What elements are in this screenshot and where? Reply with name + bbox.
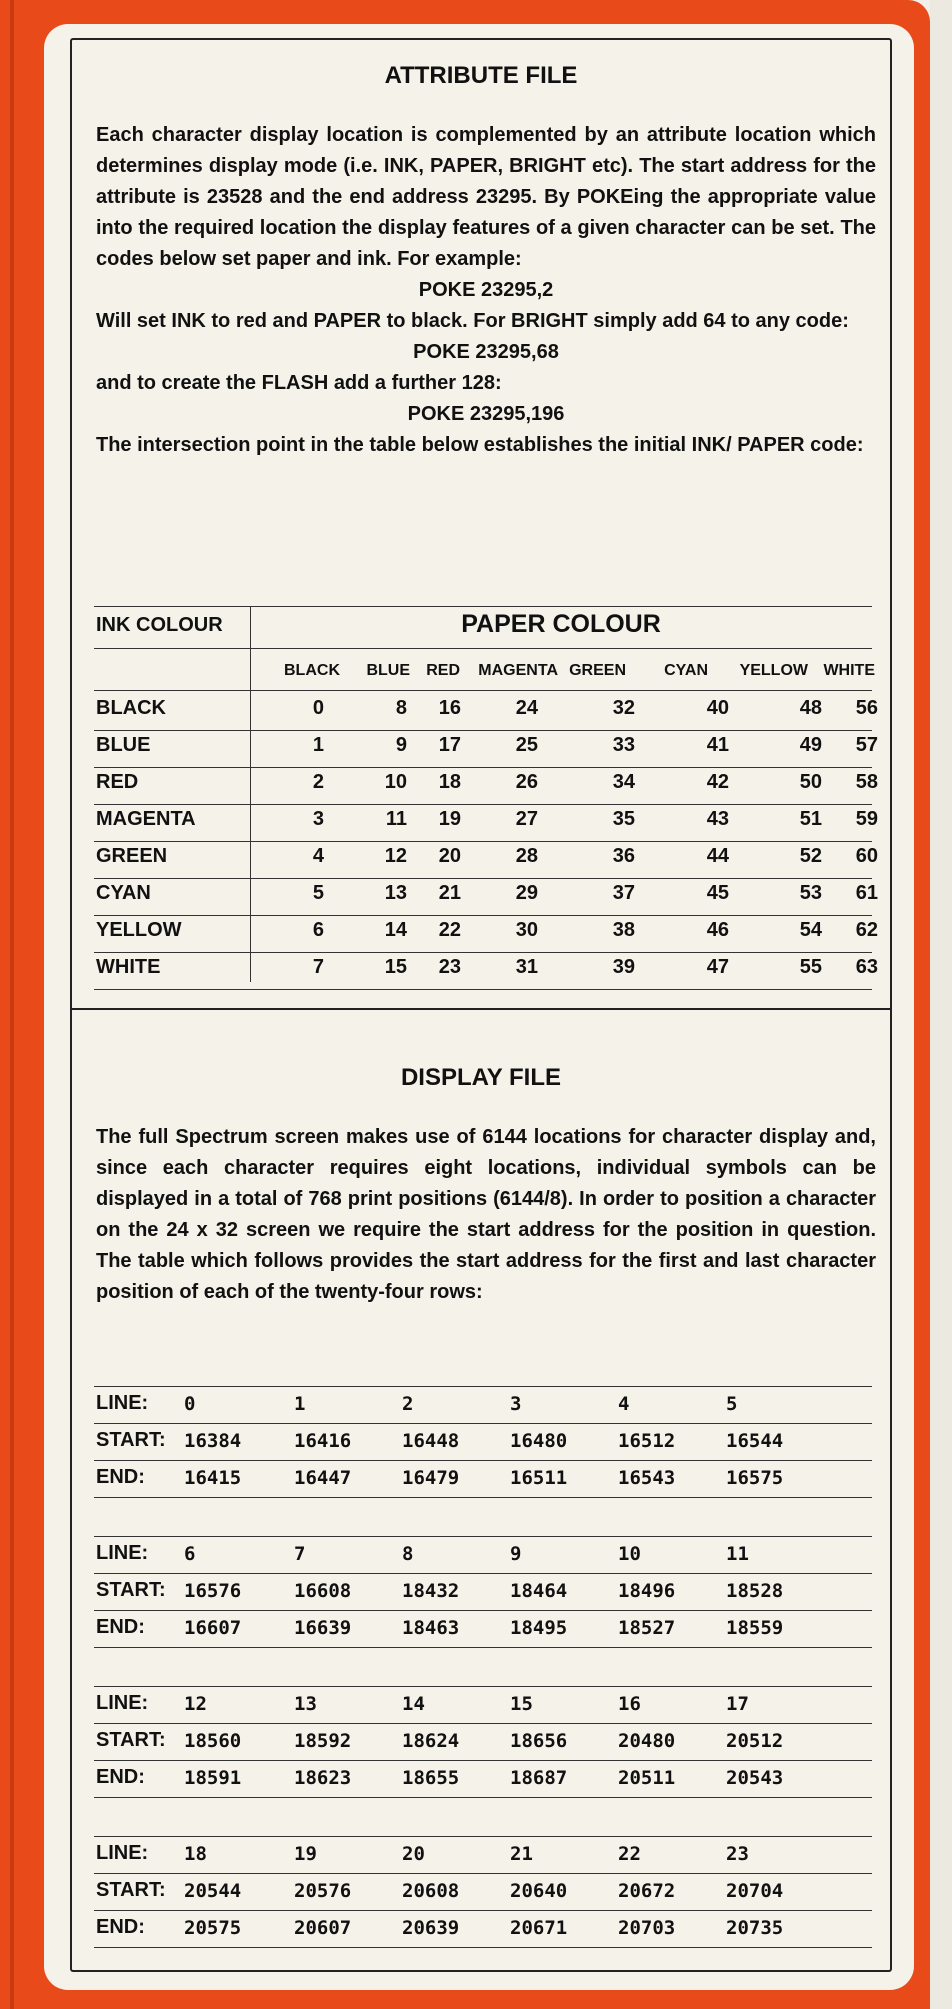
row-rule <box>94 767 872 768</box>
attribute-code: 60 <box>855 845 878 867</box>
start-address: 20640 <box>510 1880 568 1902</box>
attribute-code: 15 <box>384 956 407 978</box>
paper-colour-yellow: YELLOW <box>739 662 808 679</box>
paper-colour-header: PAPER COLOUR <box>461 610 661 638</box>
attribute-code: 7 <box>312 956 324 978</box>
content-frame <box>70 38 892 1972</box>
ink-colour-blue: BLUE <box>96 734 151 756</box>
line-number: 19 <box>294 1843 317 1865</box>
attribute-code: 44 <box>706 845 729 867</box>
ink-colour-header: INK COLOUR <box>96 614 223 636</box>
end-address: 16543 <box>618 1467 676 1489</box>
line-number: 16 <box>618 1693 641 1715</box>
group-row-rule <box>94 1760 872 1761</box>
attribute-code: 2 <box>312 771 324 793</box>
attribute-code: 31 <box>515 956 538 978</box>
row-label-start: START: <box>96 1729 166 1751</box>
row-rule <box>94 878 872 879</box>
row-label-line: LINE: <box>96 1842 149 1864</box>
row-label-line: LINE: <box>96 1392 149 1414</box>
end-address: 16479 <box>402 1467 460 1489</box>
attribute-code: 13 <box>384 882 407 904</box>
row-label-end: END: <box>96 1616 145 1638</box>
attribute-code: 53 <box>799 882 822 904</box>
attribute-code: 6 <box>312 919 324 941</box>
start-address: 16448 <box>402 1430 460 1452</box>
attribute-code: 59 <box>855 808 878 830</box>
attribute-code: 32 <box>612 697 635 719</box>
row-rule <box>94 841 872 842</box>
row-label-start: START: <box>96 1879 166 1901</box>
paper-colour-cyan: CYAN <box>664 662 708 679</box>
attribute-code: 43 <box>706 808 729 830</box>
line-number: 12 <box>184 1693 207 1715</box>
attribute-code: 41 <box>706 734 729 756</box>
attribute-code: 63 <box>855 956 878 978</box>
end-address: 20671 <box>510 1917 568 1939</box>
end-address: 16575 <box>726 1467 784 1489</box>
ink-colour-black: BLACK <box>96 697 166 719</box>
end-address: 18623 <box>294 1767 352 1789</box>
start-address: 20544 <box>184 1880 242 1902</box>
end-address: 18463 <box>402 1617 460 1639</box>
end-address: 20703 <box>618 1917 676 1939</box>
group-row-rule <box>94 1573 872 1574</box>
attribute-code: 48 <box>799 697 822 719</box>
poke-example: POKE 23295,196 <box>407 403 565 425</box>
paper-colour-white: WHITE <box>823 662 875 679</box>
line-number: 11 <box>726 1543 749 1565</box>
line-number: 10 <box>618 1543 641 1565</box>
line-number: 15 <box>510 1693 533 1715</box>
attribute-code: 45 <box>706 882 729 904</box>
attribute-description <box>96 120 876 461</box>
start-address: 20672 <box>618 1880 676 1902</box>
attribute-code: 19 <box>438 808 461 830</box>
line-number: 18 <box>184 1843 207 1865</box>
attribute-code: 22 <box>438 919 461 941</box>
attribute-code: 17 <box>438 734 461 756</box>
end-address: 18687 <box>510 1767 568 1789</box>
attribute-code: 38 <box>612 919 635 941</box>
group-row-rule <box>94 1497 872 1498</box>
row-rule <box>94 989 872 990</box>
start-address: 20480 <box>618 1730 676 1752</box>
attribute-code: 24 <box>515 697 538 719</box>
row-label-end: END: <box>96 1766 145 1788</box>
paper-colour-black: BLACK <box>284 662 340 679</box>
group-row-rule <box>94 1647 872 1648</box>
attribute-code: 3 <box>312 808 324 830</box>
attribute-code: 1 <box>312 734 324 756</box>
attribute-code: 33 <box>612 734 635 756</box>
end-address: 20511 <box>618 1767 676 1789</box>
attribute-code: 5 <box>312 882 324 904</box>
row-label-line: LINE: <box>96 1692 149 1714</box>
start-address: 20704 <box>726 1880 784 1902</box>
card-inner-panel <box>44 24 914 1990</box>
attribute-code: 20 <box>438 845 461 867</box>
display-file-title: DISPLAY FILE <box>400 1064 562 1091</box>
end-address: 20607 <box>294 1917 352 1939</box>
poke-example: POKE 23295,68 <box>413 341 559 363</box>
group-top-rule <box>94 1686 872 1687</box>
display-description: The full Spectrum screen makes use of 6144 locations for character display and, since each character requires eight locations, individual symbols can be displayed in a total of 768 print positions (6144/8). In order to position a character on the 24 x 32 screen we require the start address for the position in question. The table which follows provides the start address for the first and last character position of each of the twenty-four rows: <box>96 1126 876 1303</box>
description-line: The intersection point in the table below establishes the initial INK/ PAPER code: <box>96 434 864 456</box>
row-rule <box>94 915 872 916</box>
end-address: 16639 <box>294 1617 352 1639</box>
attribute-code: 21 <box>438 882 461 904</box>
line-number: 9 <box>510 1543 522 1565</box>
attribute-code: 27 <box>515 808 538 830</box>
fold-crease <box>10 0 14 2009</box>
attribute-code: 16 <box>438 697 461 719</box>
attribute-code: 28 <box>515 845 538 867</box>
attribute-code: 25 <box>515 734 538 756</box>
attribute-file-title: ATTRIBUTE FILE <box>384 62 578 89</box>
attribute-code: 50 <box>799 771 822 793</box>
row-label-start: START: <box>96 1579 166 1601</box>
line-number: 8 <box>402 1543 414 1565</box>
line-number: 23 <box>726 1843 749 1865</box>
line-number: 6 <box>184 1543 196 1565</box>
section-divider <box>72 1008 890 1010</box>
start-address: 18496 <box>618 1580 676 1602</box>
attribute-code: 34 <box>612 771 635 793</box>
line-number: 22 <box>618 1843 641 1865</box>
group-row-rule <box>94 1947 872 1948</box>
start-address: 16608 <box>294 1580 352 1602</box>
end-address: 18591 <box>184 1767 242 1789</box>
attribute-code: 54 <box>799 919 822 941</box>
attribute-code: 57 <box>855 734 878 756</box>
end-address: 18655 <box>402 1767 460 1789</box>
start-address: 18432 <box>402 1580 460 1602</box>
attribute-code: 29 <box>515 882 538 904</box>
attribute-code: 40 <box>706 697 729 719</box>
start-address: 16416 <box>294 1430 352 1452</box>
attribute-code: 30 <box>515 919 538 941</box>
end-address: 16607 <box>184 1617 242 1639</box>
paper-colour-blue: BLUE <box>366 662 410 679</box>
start-address: 18656 <box>510 1730 568 1752</box>
end-address: 16415 <box>184 1467 242 1489</box>
start-address: 18528 <box>726 1580 784 1602</box>
attribute-code: 23 <box>438 956 461 978</box>
line-number: 1 <box>294 1393 306 1415</box>
line-number: 0 <box>184 1393 196 1415</box>
description-line: Each character display location is complemented by an attribute location which determines display mode (i.e. INK, PAPER, BRIGHT etc). The start address for the attribute is 23528 and the end address 23295. By POKEing the appropriate value into the required location the display features of a given character can be set. The codes below set paper and ink. For example: <box>96 124 876 270</box>
group-row-rule <box>94 1423 872 1424</box>
attribute-code: 51 <box>799 808 822 830</box>
attribute-code: 11 <box>385 808 407 830</box>
line-number: 21 <box>510 1843 533 1865</box>
line-number: 7 <box>294 1543 306 1565</box>
start-address: 18560 <box>184 1730 242 1752</box>
poke-example: POKE 23295,2 <box>418 279 554 301</box>
row-rule <box>94 952 872 953</box>
end-address: 18495 <box>510 1617 568 1639</box>
attribute-code: 58 <box>855 771 878 793</box>
row-label-start: START: <box>96 1429 166 1451</box>
table-top-rule <box>94 606 872 607</box>
right-page-edge <box>930 0 952 2009</box>
attribute-code: 8 <box>395 697 407 719</box>
attribute-code: 12 <box>384 845 407 867</box>
line-number: 20 <box>402 1843 425 1865</box>
description-line: and to create the FLASH add a further 128: <box>96 372 502 394</box>
attribute-code: 14 <box>384 919 407 941</box>
end-address: 20575 <box>184 1917 242 1939</box>
start-address: 16544 <box>726 1430 784 1452</box>
start-address: 18592 <box>294 1730 352 1752</box>
attribute-code: 49 <box>799 734 822 756</box>
start-address: 18464 <box>510 1580 568 1602</box>
attribute-code: 9 <box>395 734 407 756</box>
start-address: 20512 <box>726 1730 784 1752</box>
attribute-code: 55 <box>799 956 822 978</box>
table-header-rule <box>94 648 872 649</box>
line-number: 17 <box>726 1693 749 1715</box>
group-top-rule <box>94 1536 872 1537</box>
attribute-code: 42 <box>706 771 729 793</box>
ink-colour-green: GREEN <box>96 845 168 867</box>
attribute-code: 26 <box>515 771 538 793</box>
ink-colour-red: RED <box>96 771 139 793</box>
paper-colour-magenta: MAGENTA <box>478 662 558 679</box>
attribute-code: 37 <box>612 882 635 904</box>
line-number: 5 <box>726 1393 738 1415</box>
row-rule <box>94 804 872 805</box>
group-row-rule <box>94 1873 872 1874</box>
start-address: 16576 <box>184 1580 242 1602</box>
start-address: 20576 <box>294 1880 352 1902</box>
group-row-rule <box>94 1797 872 1798</box>
end-address: 20639 <box>402 1917 460 1939</box>
start-address: 20608 <box>402 1880 460 1902</box>
ink-colour-magenta: MAGENTA <box>96 808 196 830</box>
group-row-rule <box>94 1610 872 1611</box>
group-row-rule <box>94 1723 872 1724</box>
description-line: Will set INK to red and PAPER to black. For BRIGHT simply add 64 to any code: <box>96 310 849 332</box>
attribute-code: 62 <box>855 919 878 941</box>
line-number: 13 <box>294 1693 317 1715</box>
attribute-code: 10 <box>384 771 407 793</box>
attribute-code: 35 <box>612 808 635 830</box>
end-address: 20543 <box>726 1767 784 1789</box>
end-address: 16447 <box>294 1467 352 1489</box>
line-number: 3 <box>510 1393 522 1415</box>
attribute-code: 46 <box>706 919 729 941</box>
attribute-code: 52 <box>799 845 822 867</box>
ink-colour-cyan: CYAN <box>96 882 151 904</box>
start-address: 16480 <box>510 1430 568 1452</box>
line-number: 4 <box>618 1393 630 1415</box>
row-label-end: END: <box>96 1916 145 1938</box>
group-top-rule <box>94 1386 872 1387</box>
left-fold-strip <box>0 0 28 2009</box>
end-address: 18527 <box>618 1617 676 1639</box>
reference-card <box>28 0 930 2009</box>
attribute-code: 47 <box>706 956 729 978</box>
ink-colour-white: WHITE <box>96 956 161 978</box>
line-number: 2 <box>402 1393 414 1415</box>
row-label-end: END: <box>96 1466 145 1488</box>
end-address: 18559 <box>726 1617 784 1639</box>
group-top-rule <box>94 1836 872 1837</box>
row-label-line: LINE: <box>96 1542 149 1564</box>
attribute-code: 56 <box>855 697 878 719</box>
row-rule <box>94 730 872 731</box>
start-address: 18624 <box>402 1730 460 1752</box>
end-address: 16511 <box>510 1467 568 1489</box>
attribute-code: 36 <box>612 845 635 867</box>
paper-colour-green: GREEN <box>569 662 626 679</box>
start-address: 16512 <box>618 1430 676 1452</box>
line-number: 14 <box>402 1693 425 1715</box>
attribute-code: 18 <box>438 771 461 793</box>
ink-colour-yellow: YELLOW <box>96 919 182 941</box>
colour-names-rule <box>94 690 872 691</box>
start-address: 16384 <box>184 1430 242 1452</box>
paper-colour-red: RED <box>426 662 460 679</box>
attribute-code: 4 <box>312 845 324 867</box>
attribute-code: 0 <box>312 697 324 719</box>
attribute-code: 61 <box>855 882 878 904</box>
attribute-code: 39 <box>612 956 635 978</box>
group-row-rule <box>94 1910 872 1911</box>
end-address: 20735 <box>726 1917 784 1939</box>
group-row-rule <box>94 1460 872 1461</box>
